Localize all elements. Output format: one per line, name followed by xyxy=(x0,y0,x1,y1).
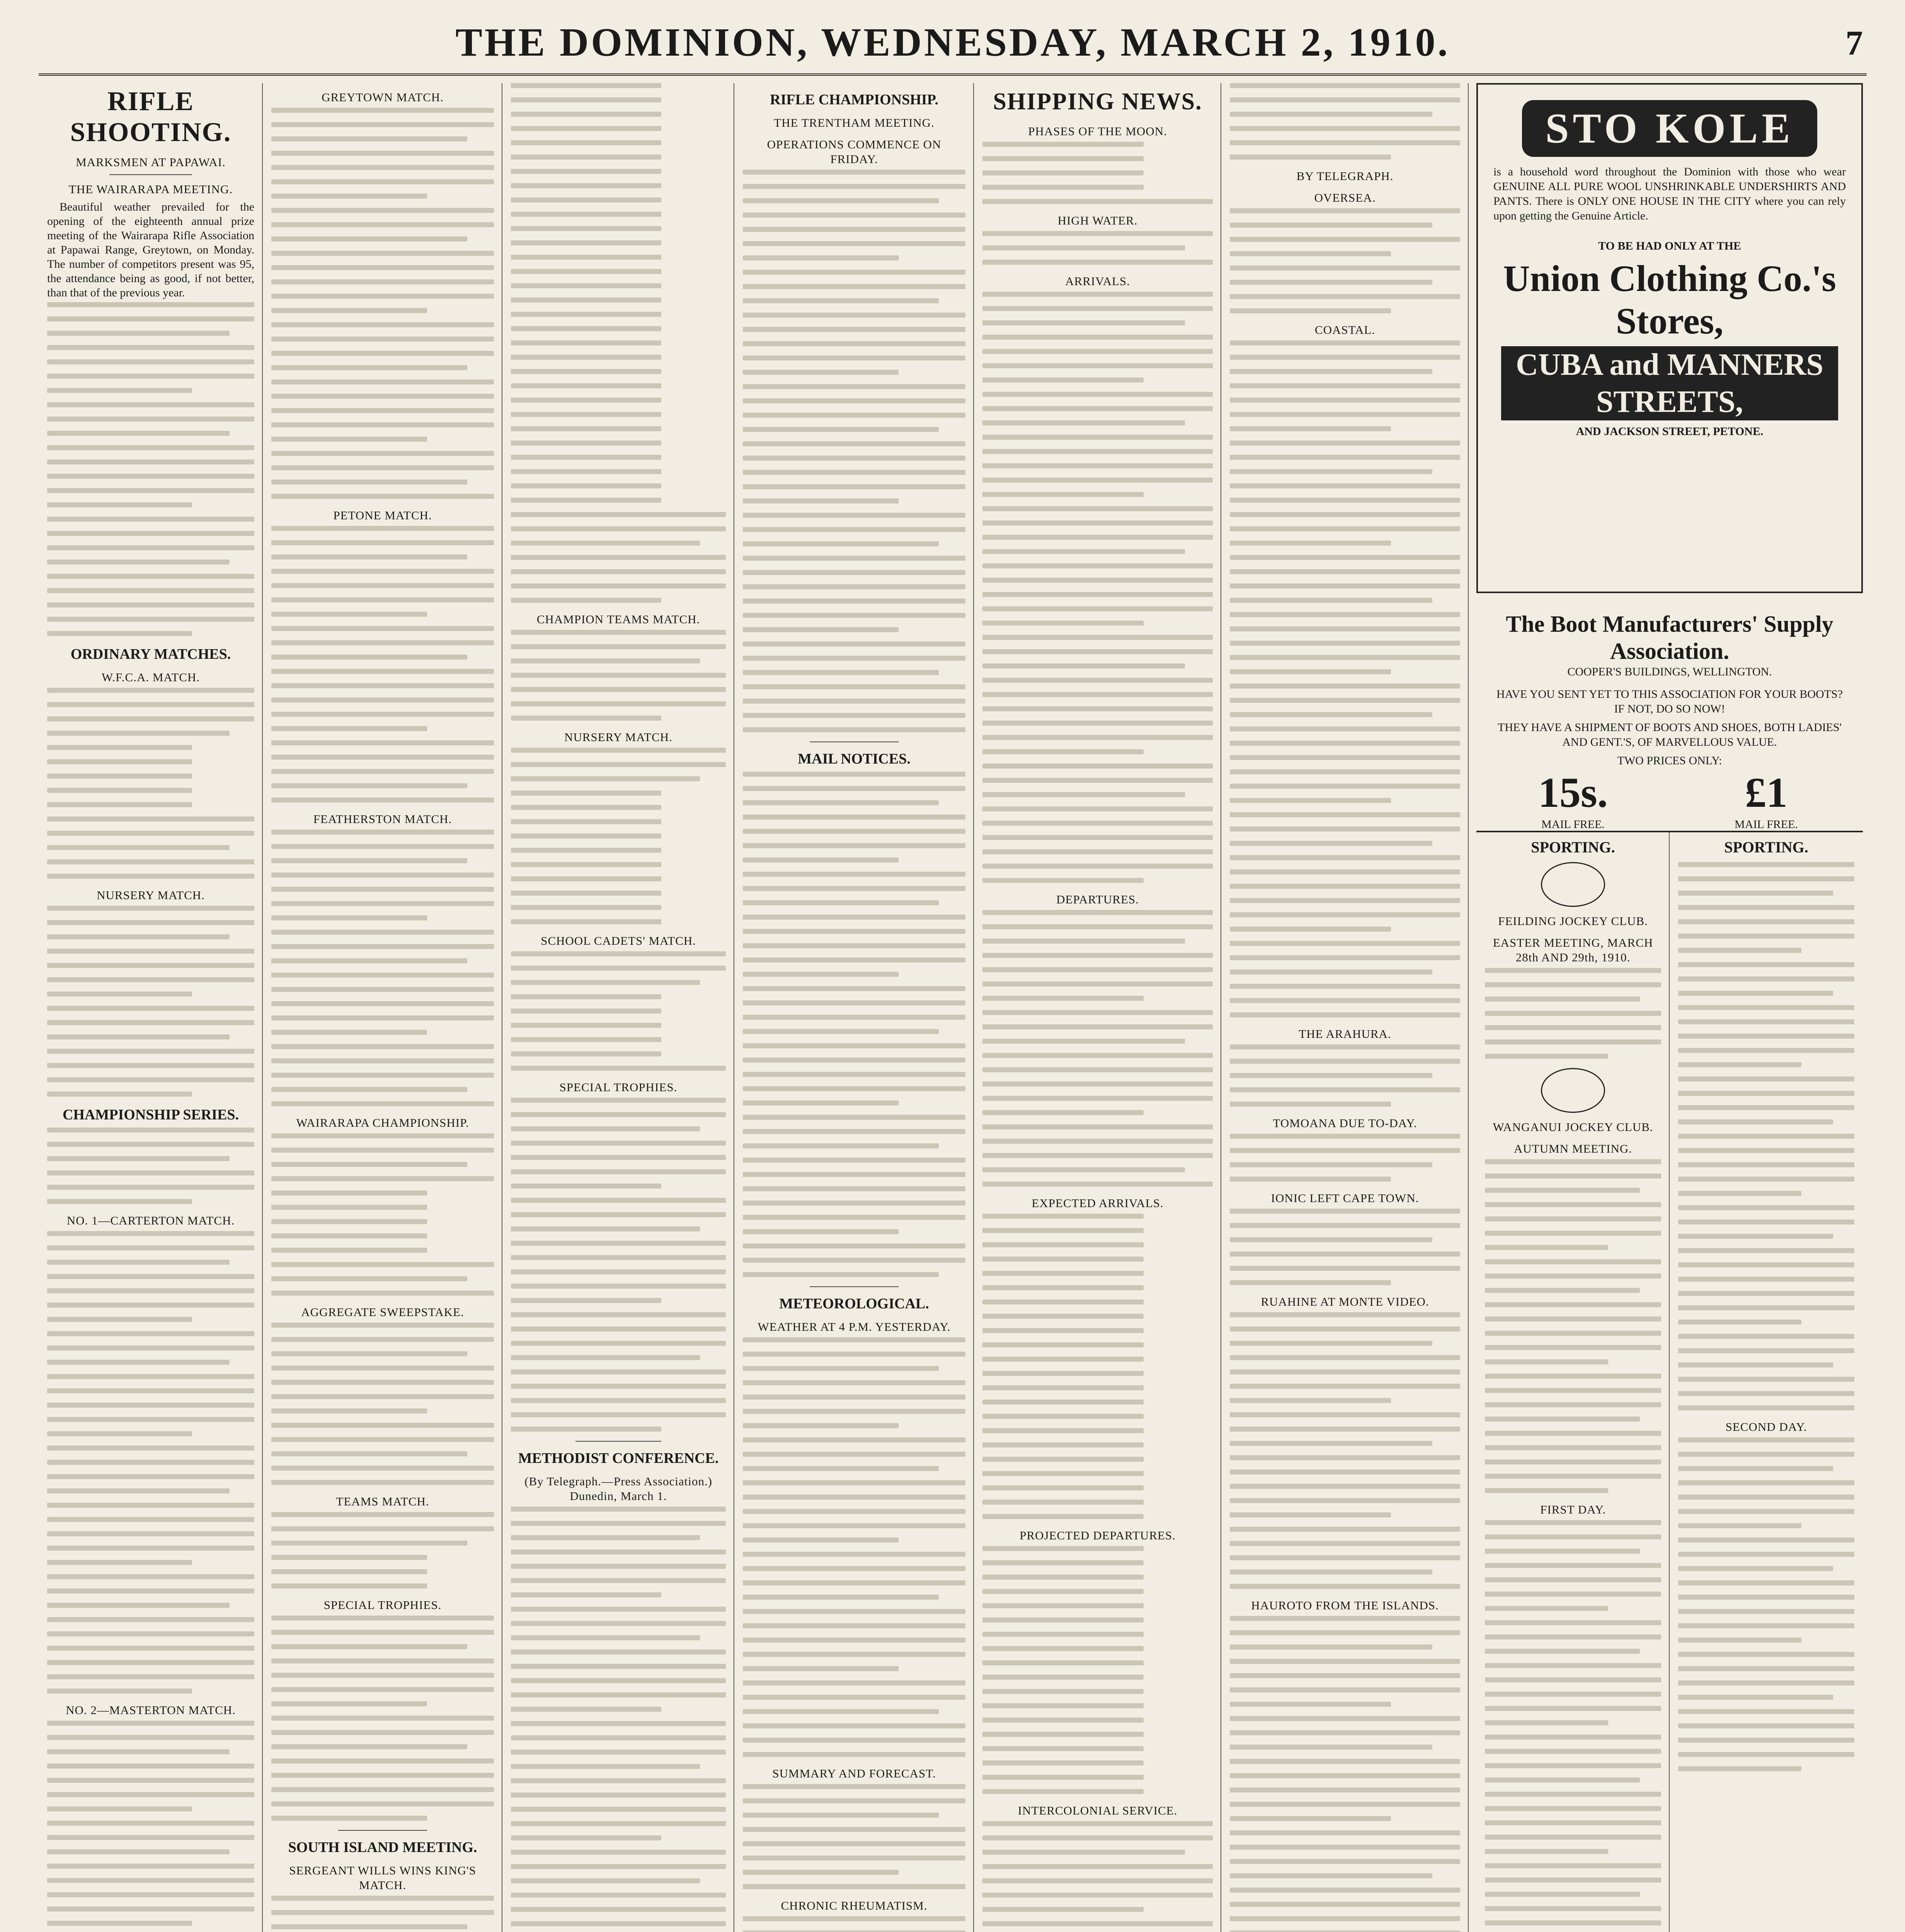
article-paragraph: Beautiful weather prevailed for the opening of the eighteenth annual prize meeting of the Wairarapa Rifle Association at Papawai Range, Greytown, on Monday. The number of competitors present was 95, the attendance being as good, if not better, than that of the previous year. xyxy=(47,201,254,299)
column-sporting-left xyxy=(1476,831,1670,1932)
stokole-streets: CUBA and MANNERS STREETS, xyxy=(1501,346,1838,420)
boot-mail-free: MAIL FREE. xyxy=(1541,818,1605,831)
stokole-body: is a household word throughout the Dominion with those who wear GENUINE ALL PURE WOOL UNSHRINKABLE UNDERSHIRTS AND PANTS. There is ONLY ONE HOUSE IN THE CITY where you can rely upon getting the Genuine Article. xyxy=(1493,165,1846,222)
column-rifle-championship xyxy=(734,83,974,1932)
text-block xyxy=(1230,1616,1460,1932)
divider xyxy=(338,1830,427,1831)
text-block xyxy=(1485,1520,1661,1932)
column-sporting-right xyxy=(1670,831,1863,1932)
heading-rifle-championship: RIFLE CHAMPIONSHIP. xyxy=(770,92,938,108)
column-telegraph xyxy=(1221,83,1469,1932)
subheading: TEAMS MATCH. xyxy=(336,1495,429,1508)
subheading: TOMOANA DUE TO-DAY. xyxy=(1273,1116,1417,1130)
subheading: EASTER MEETING, MARCH 28th AND 29th, 1910. xyxy=(1493,936,1653,964)
subheading: W.F.C.A. MATCH. xyxy=(101,670,200,684)
text-block xyxy=(1230,1134,1460,1182)
subheading: CHAMPION TEAMS MATCH. xyxy=(536,612,700,626)
text-block xyxy=(511,630,726,721)
text-block xyxy=(1230,340,1460,1017)
stokole-to-be-had: TO BE HAD ONLY AT THE xyxy=(1598,240,1741,252)
text-block xyxy=(743,1337,965,1757)
text-block xyxy=(743,1916,965,1932)
text-block xyxy=(271,526,494,803)
subheading: THE TRENTHAM MEETING. xyxy=(774,116,935,129)
text-block xyxy=(511,1098,726,1432)
subheading: RUAHINE AT MONTE VIDEO. xyxy=(1261,1295,1429,1308)
sporting-heading: SPORTING. xyxy=(1531,838,1615,856)
subheading: FEATHERSTON MATCH. xyxy=(313,812,452,826)
subheading: ORDINARY MATCHES. xyxy=(70,646,231,662)
text-block xyxy=(47,1128,254,1204)
text-block xyxy=(271,1512,494,1588)
text-block xyxy=(982,292,1213,883)
boot-price: £1 xyxy=(1745,769,1788,816)
text-block xyxy=(271,1133,494,1296)
boot-two-prices: TWO PRICES ONLY: xyxy=(1617,754,1722,767)
boot-line: HAVE YOU SENT YET TO THIS ASSOCIATION FOR YOUR BOOTS? IF NOT, DO SO NOW! xyxy=(1496,688,1843,715)
boot-price: 15s. xyxy=(1538,769,1608,816)
text-block xyxy=(47,302,254,636)
subheading: METHODIST CONFERENCE. xyxy=(518,1450,719,1466)
newspaper-title: THE DOMINION, WEDNESDAY, MARCH 2, 1910. xyxy=(455,20,1450,65)
text-block xyxy=(982,1821,1213,1932)
subheading: SOUTH ISLAND MEETING. xyxy=(288,1839,477,1855)
subheading: WAIRARAPA CHAMPIONSHIP. xyxy=(296,1116,469,1129)
text-block xyxy=(1678,1437,1854,1771)
text-block xyxy=(511,1507,726,1932)
text-block xyxy=(1230,83,1460,160)
stokole-brand: STO KOLE xyxy=(1522,100,1817,157)
sporting-heading: SPORTING. xyxy=(1724,838,1808,856)
subheading: MAIL NOTICES. xyxy=(798,751,911,767)
divider xyxy=(810,1286,899,1287)
heading-rifle-shooting: RIFLE SHOOTING. xyxy=(70,87,232,147)
column-rifle-results xyxy=(263,83,502,1932)
subheading: SPECIAL TROPHIES. xyxy=(559,1080,678,1094)
subheading: DEPARTURES. xyxy=(1056,893,1139,906)
stokole-store: Union Clothing Co.'s Stores, xyxy=(1503,258,1836,342)
subheading: BY TELEGRAPH. xyxy=(1296,169,1394,183)
text-block xyxy=(47,688,254,879)
boot-prices xyxy=(1476,768,1863,832)
subheading: FEILDING JOCKEY CLUB. xyxy=(1498,914,1648,928)
page-number: 7 xyxy=(1845,24,1863,62)
subheading: COASTAL. xyxy=(1314,323,1376,337)
subheading: SECOND DAY. xyxy=(1725,1420,1807,1434)
subheading: INTERCOLONIAL SERVICE. xyxy=(1018,1804,1178,1817)
subheading: HAUROTO FROM THE ISLANDS. xyxy=(1251,1599,1439,1612)
subheading: MARKSMEN AT PAPAWAI. xyxy=(76,155,226,169)
text-block xyxy=(982,1214,1213,1519)
column-rifle-results-2 xyxy=(502,83,734,1932)
subheading: SPECIAL TROPHIES. xyxy=(323,1598,442,1612)
subheading: OPERATIONS COMMENCE ON FRIDAY. xyxy=(767,138,941,166)
text-block xyxy=(47,1721,254,1932)
subheading: AUTUMN MEETING. xyxy=(1513,1142,1633,1155)
subheading: HIGH WATER. xyxy=(1057,214,1138,227)
column-shipping-news xyxy=(974,83,1221,1932)
subheading: SUMMARY AND FORECAST. xyxy=(772,1767,936,1780)
text-block xyxy=(1485,1159,1661,1493)
text-block xyxy=(982,1546,1213,1794)
text-block xyxy=(743,772,965,1277)
text-block xyxy=(47,1231,254,1694)
text-block xyxy=(982,142,1213,204)
subheading: GREYTOWN MATCH. xyxy=(322,90,444,104)
masthead xyxy=(39,15,1867,76)
column-rifle-shooting xyxy=(39,83,263,1932)
subheading: AGGREGATE SWEEPSTAKE. xyxy=(301,1305,464,1319)
text-block xyxy=(1230,1312,1460,1589)
text-block xyxy=(982,231,1213,265)
subheading: OVERSEA. xyxy=(1314,191,1376,204)
heading-shipping-news: SHIPPING NEWS. xyxy=(993,88,1202,115)
text-block xyxy=(1230,208,1460,313)
subheading: WANGANUI JOCKEY CLUB. xyxy=(1493,1120,1653,1134)
text-block xyxy=(271,1323,494,1485)
subheading: PETONE MATCH. xyxy=(333,509,432,522)
text-block xyxy=(1230,1209,1460,1285)
wanganui-club-emblem-icon xyxy=(1541,1068,1605,1113)
subheading: SERGEANT WILLS WINS KING'S MATCH. xyxy=(289,1864,476,1892)
text-block xyxy=(271,1616,494,1821)
text-block xyxy=(1230,1044,1460,1107)
boot-mail-free: MAIL FREE. xyxy=(1735,818,1798,831)
subheading: WEATHER AT 4 P.M. YESTERDAY. xyxy=(758,1320,951,1333)
subheading: NURSERY MATCH. xyxy=(564,730,672,744)
column-rule xyxy=(1468,83,1469,1932)
subheading: THE ARAHURA. xyxy=(1299,1027,1391,1041)
subheading: SCHOOL CADETS' MATCH. xyxy=(541,934,696,947)
subheading: (By Telegraph.—Press Association.) Dunedin, March 1. xyxy=(524,1475,712,1503)
text-block xyxy=(47,906,254,1097)
subheading: PHASES OF THE MOON. xyxy=(1028,124,1167,138)
feilding-club-emblem-icon xyxy=(1541,862,1605,907)
text-block xyxy=(743,170,965,732)
subheading: NURSERY MATCH. xyxy=(97,888,205,902)
boot-title: The Boot Manufacturers' Supply Association. xyxy=(1506,611,1833,664)
boot-advertisement xyxy=(1476,603,1863,831)
text-block xyxy=(982,910,1213,1187)
subheading: METEOROLOGICAL. xyxy=(779,1296,929,1312)
subheading: CHRONIC RHEUMATISM. xyxy=(781,1899,928,1912)
text-block xyxy=(271,1896,494,1932)
text-block xyxy=(743,1784,965,1889)
stokole-petone: AND JACKSON STREET, PETONE. xyxy=(1576,425,1764,438)
text-block xyxy=(271,108,494,499)
text-block xyxy=(511,748,726,924)
subheading: FIRST DAY. xyxy=(1540,1503,1606,1516)
text-block xyxy=(511,951,726,1071)
boot-address: COOPER'S BUILDINGS, WELLINGTON. xyxy=(1567,665,1772,678)
subheading: ARRIVALS. xyxy=(1065,274,1130,288)
boot-line: THEY HAVE A SHIPMENT OF BOOTS AND SHOES, BOTH LADIES' AND GENT.'S, OF MARVELLOUS VALUE. xyxy=(1498,721,1842,748)
text-block xyxy=(271,830,494,1106)
divider xyxy=(109,174,192,175)
subheading: THE WAIRARAPA MEETING. xyxy=(68,182,233,196)
text-block xyxy=(1485,968,1661,1059)
subheading: IONIC LEFT CAPE TOWN. xyxy=(1271,1191,1419,1205)
text-block xyxy=(1678,862,1854,1410)
text-block xyxy=(511,83,726,603)
subheading: EXPECTED ARRIVALS. xyxy=(1032,1196,1164,1210)
subheading: CHAMPIONSHIP SERIES. xyxy=(62,1107,239,1123)
stokole-advertisement xyxy=(1476,83,1863,593)
subheading: PROJECTED DEPARTURES. xyxy=(1020,1529,1176,1542)
subheading: NO. 1—CARTERTON MATCH. xyxy=(66,1214,235,1227)
subheading: NO. 2—MASTERTON MATCH. xyxy=(66,1703,236,1717)
divider xyxy=(575,1441,661,1442)
